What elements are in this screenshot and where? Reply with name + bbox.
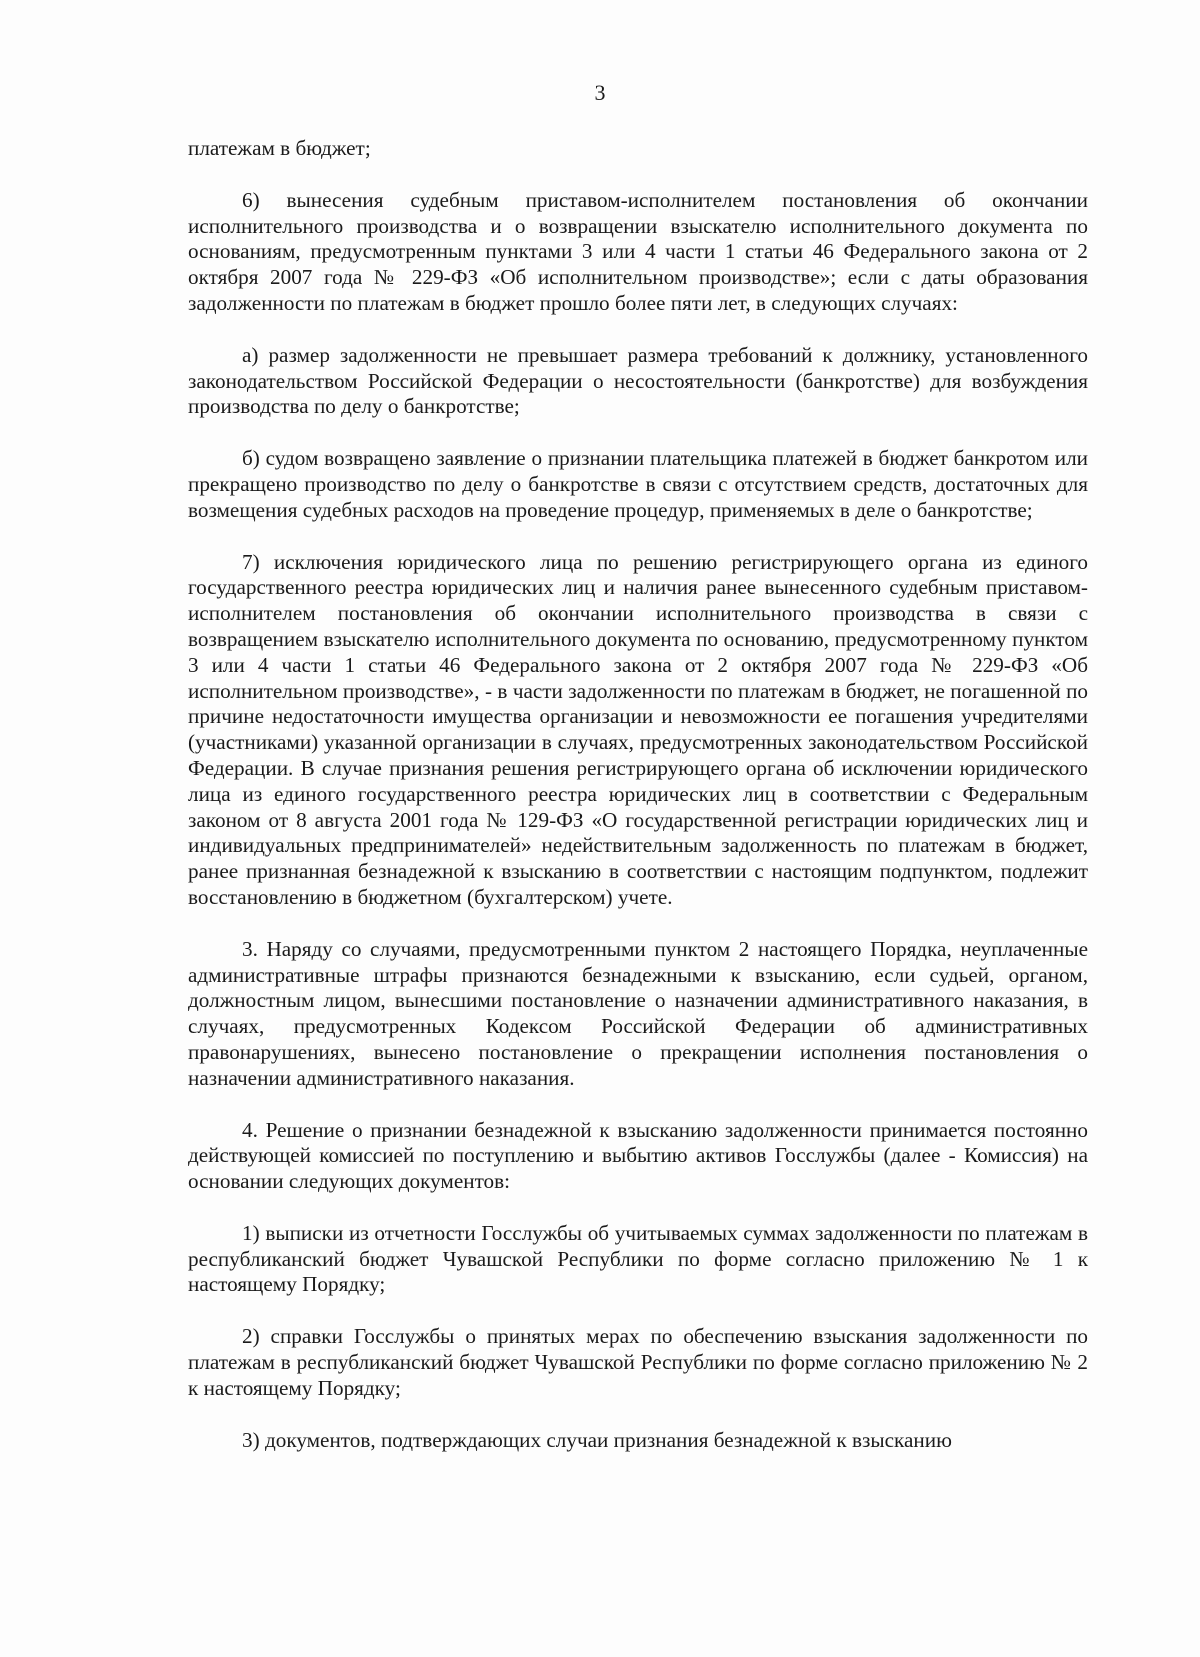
paragraph-doc-item-1: 1) выписки из отчетности Госслужбы об учитываемых суммах задолженности по платежам в республиканский бюджет Чувашской Республики по форме согласно приложению № 1 к настоящему Порядку; (188, 1220, 1088, 1297)
paragraph-doc-item-2: 2) справки Госслужбы о принятых мерах по обеспечению взыскания задолженности по платежам в республиканский бюджет Чувашской Республики по форме согласно приложению № 2 к настоящему Порядку; (188, 1324, 1088, 1400)
paragraph-section-3: 3. Наряду со случаями, предусмотренными пунктом 2 настоящего Порядка, неуплаченные административные штрафы признаются безнадежными к взысканию, если судьей, органом, должностным лицом, вынесшими постановление о назначении административного наказания, в случаях, предусмотренных Кодексом Российской Федерации об административных правонарушениях, вынесено постановление о прекращении исполнения постановления о назначении административного наказания. (188, 936, 1088, 1090)
paragraph-item-7: 7) исключения юридического лица по решению регистрирующего органа из единого государственного реестра юридических лиц и наличия ранее вынесенного судебным приставом-исполнителем постановления об окончании исполнительного производства в связи с возвращением взыскателю исполнительного документа по основанию, предусмотренному пунктом 3 или 4 части 1 статьи 46 Федерального закона от 2 октября 2007 года № 229-ФЗ «Об исполнительном производстве», - в части задолженности по платежам в бюджет, не погашенной по причине недостаточности имущества организации и невозможности ее погашения учредителями (участниками) указанной организации в случаях, предусмотренных законодательством Российской Федерации. В случае признания решения регистрирующего органа об исключении юридического лица из единого государственного реестра юридических лиц в соответствии с Федеральным законом от 8 августа 2001 года № 129-ФЗ «О государственной регистрации юридических лиц и индивидуальных предпринимателей» недействительным задолженность по платежам в бюджет, ранее признанная безнадежной к взысканию в соответствии с настоящим подпунктом, подлежит восстановлению в бюджетном (бухгалтерском) учете. (188, 549, 1088, 909)
paragraph-section-4: 4. Решение о признании безнадежной к взысканию задолженности принимается постоянно действующей комиссией по поступлению и выбытию активов Госслужбы (далее - Комиссия) на основании следующих документов: (188, 1117, 1088, 1194)
paragraph-item-6: 6) вынесения судебным приставом-исполнителем постановления об окончании исполнительного производства и о возвращении взыскателю исполнительного документа по основаниям, предусмотренным пунктами 3 или 4 части 1 статьи 46 Федерального закона от 2 октября 2007 года № 229-ФЗ «Об исполнительном производстве»; если с даты образования задолженности по платежам в бюджет прошло более пяти лет, в следующих случаях: (188, 187, 1088, 315)
paragraph-doc-item-3: 3) документов, подтверждающих случаи признания безнадежной к взысканию (242, 1427, 952, 1452)
page-number: 3 (594, 80, 606, 105)
paragraph-subitem-b: б) судом возвращено заявление о признании плательщика платежей в бюджет банкротом или прекращено производство по делу о банкротстве в связи с отсутствием средств, достаточных для возмещения судебных расходов на проведение процедур, применяемых в деле о банкротстве; (188, 446, 1088, 522)
document-body (188, 136, 1088, 1453)
paragraph-budget-payments-tail: платежам в бюджет; (188, 136, 371, 160)
paragraph-subitem-a: а) размер задолженности не превышает размера требований к должнику, установленного законодательством Российской Федерации о несостоятельности (банкротстве) для возбуждения производства по делу о банкротстве; (188, 342, 1088, 419)
